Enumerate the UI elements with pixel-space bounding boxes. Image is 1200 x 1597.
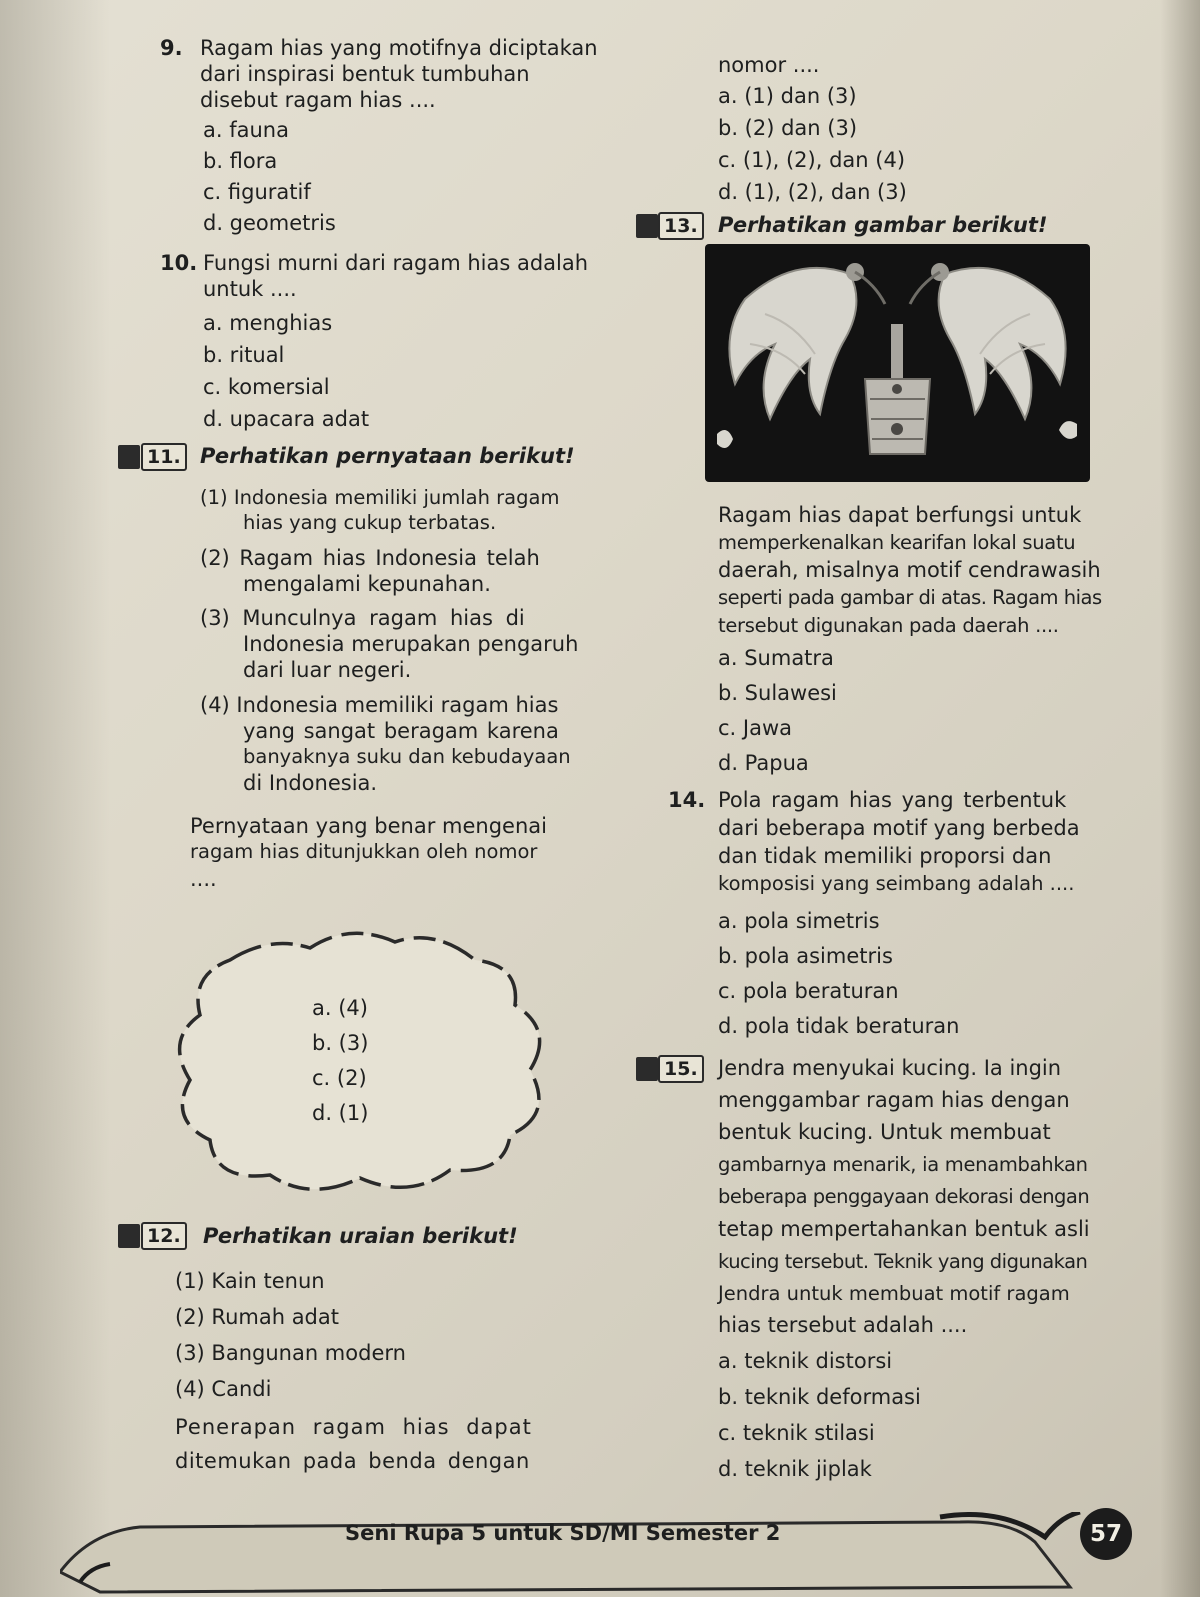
q12-item: (1) Kain tenun xyxy=(175,1269,325,1293)
q13-stem-line: tersebut digunakan pada daerah .... xyxy=(718,614,1059,637)
q15-stem-line: gambarnya menarik, ia menambahkan xyxy=(718,1153,1088,1176)
q13-option: b. Sulawesi xyxy=(718,681,837,705)
q11-statement: banyaknya suku dan kebudayaan xyxy=(243,745,571,768)
q13-heading: Perhatikan gambar berikut! xyxy=(718,213,1048,237)
q14-option: b. pola asimetris xyxy=(718,944,893,968)
q14-stem-line: dari beberapa motif yang berbeda xyxy=(718,816,1080,840)
q14-number: 14. xyxy=(668,788,706,812)
q13-stem-line: daerah, misalnya motif cendrawasih xyxy=(718,558,1101,582)
q9-option: b. flora xyxy=(203,149,278,173)
q14-option: a. pola simetris xyxy=(718,909,880,933)
q11-statement: Indonesia merupakan pengaruh xyxy=(243,632,579,656)
q11-question-line: Pernyataan yang benar mengenai xyxy=(190,814,547,838)
q15-stem-line: menggambar ragam hias dengan xyxy=(718,1088,1070,1112)
q10-number: 10. xyxy=(160,251,198,275)
cendrawasih-ornament-photo xyxy=(705,244,1090,482)
q15-stem-line: tetap mempertahankan bentuk asli xyxy=(718,1217,1090,1241)
q12-number-box: 12. xyxy=(141,1222,187,1250)
q15-option: d. teknik jiplak xyxy=(718,1457,872,1481)
page-shadow-left xyxy=(0,0,110,1597)
q13-option: a. Sumatra xyxy=(718,646,834,670)
q13-option: c. Jawa xyxy=(718,716,793,740)
q10-option: a. menghias xyxy=(203,311,333,335)
q13-stem-line: seperti pada gambar di atas. Ragam hias xyxy=(718,586,1102,609)
q9-option: d. geometris xyxy=(203,211,336,235)
q14-option: c. pola beraturan xyxy=(718,979,899,1003)
footer-book-title: Seni Rupa 5 untuk SD/MI Semester 2 xyxy=(345,1521,781,1545)
page-number: 57 xyxy=(1080,1508,1132,1560)
soal-hots-icon xyxy=(118,445,140,469)
q10-stem-line: untuk .... xyxy=(203,277,297,301)
q15-stem-line: bentuk kucing. Untuk membuat xyxy=(718,1120,1051,1144)
q11-option-right: d. (1), (2), dan (3) xyxy=(718,180,907,204)
q11-option-right: c. (1), (2), dan (4) xyxy=(718,148,906,172)
q11-option: a. (4) xyxy=(312,996,368,1020)
soal-hots-icon xyxy=(636,1057,658,1081)
q15-stem-line: kucing tersebut. Teknik yang digunakan xyxy=(718,1250,1088,1273)
q13-option: d. Papua xyxy=(718,751,809,775)
q12-stem-line: Penerapan ragam hias dapat xyxy=(175,1415,532,1439)
q9-option: c. figuratif xyxy=(203,180,311,204)
q12-heading: Perhatikan uraian berikut! xyxy=(203,1224,518,1248)
q12-item: (3) Bangunan modern xyxy=(175,1341,406,1365)
q11-option-right: b. (2) dan (3) xyxy=(718,116,858,140)
soal-hots-icon xyxy=(118,1224,140,1248)
q15-option: b. teknik deformasi xyxy=(718,1385,921,1409)
q11-statement: (3) Munculnya ragam hias di xyxy=(200,606,525,630)
q11-option: d. (1) xyxy=(312,1101,369,1125)
q10-option: c. komersial xyxy=(203,375,330,399)
q11-statement: hias yang cukup terbatas. xyxy=(243,511,497,534)
q11-option-right: a. (1) dan (3) xyxy=(718,84,857,108)
q13-stem-line: memperkenalkan kearifan lokal suatu xyxy=(718,531,1076,554)
q10-stem-line: Fungsi murni dari ragam hias adalah xyxy=(203,251,589,275)
q15-stem-line: Jendra untuk membuat motif ragam xyxy=(718,1282,1070,1305)
q14-stem-line: Pola ragam hias yang terbentuk xyxy=(718,788,1067,812)
q11-statement: (4) Indonesia memiliki ragam hias xyxy=(200,693,559,717)
soal-hots-icon xyxy=(636,214,658,238)
q9-number: 9. xyxy=(160,36,183,60)
q12-stem-line: ditemukan pada benda dengan xyxy=(175,1449,530,1473)
q11-statement: mengalami kepunahan. xyxy=(243,572,491,596)
q11-statement: yang sangat beragam karena xyxy=(243,719,559,743)
q11-continuation: nomor .... xyxy=(718,53,820,77)
q9-stem-line: disebut ragam hias .... xyxy=(200,88,436,112)
q11-statement: di Indonesia. xyxy=(243,771,378,795)
q13-number-box: 13. xyxy=(658,212,704,240)
q12-item: (4) Candi xyxy=(175,1377,272,1401)
q11-question-line: .... xyxy=(190,867,217,891)
q11-heading: Perhatikan pernyataan berikut! xyxy=(200,444,575,468)
q9-option: a. fauna xyxy=(203,118,289,142)
q11-statement: (1) Indonesia memiliki jumlah ragam xyxy=(200,486,560,509)
q15-option: c. teknik stilasi xyxy=(718,1421,875,1445)
q15-stem-line: hias tersebut adalah .... xyxy=(718,1313,968,1337)
q11-option: b. (3) xyxy=(312,1031,369,1055)
q10-option: d. upacara adat xyxy=(203,407,370,431)
q14-stem-line: komposisi yang seimbang adalah .... xyxy=(718,872,1075,895)
bird-of-paradise-motif-icon xyxy=(705,244,1090,482)
q15-stem-line: Jendra menyukai kucing. Ia ingin xyxy=(718,1056,1062,1080)
q10-option: b. ritual xyxy=(203,343,285,367)
q9-stem-line: dari inspirasi bentuk tumbuhan xyxy=(200,62,530,86)
q11-number-box: 11. xyxy=(141,443,187,471)
q12-item: (2) Rumah adat xyxy=(175,1305,339,1329)
q15-number-box: 15. xyxy=(658,1055,704,1083)
q11-option: c. (2) xyxy=(312,1066,367,1090)
q15-option: a. teknik distorsi xyxy=(718,1349,893,1373)
q14-option: d. pola tidak beraturan xyxy=(718,1014,960,1038)
q14-stem-line: dan tidak memiliki proporsi dan xyxy=(718,844,1052,868)
q9-stem-line: Ragam hias yang motifnya diciptakan xyxy=(200,36,598,60)
q15-stem-line: beberapa penggayaan dekorasi dengan xyxy=(718,1185,1090,1208)
q11-statement: (2) Ragam hias Indonesia telah xyxy=(200,546,540,570)
q13-stem-line: Ragam hias dapat berfungsi untuk xyxy=(718,503,1082,527)
q11-question-line: ragam hias ditunjukkan oleh nomor xyxy=(190,840,538,863)
q11-statement: dari luar negeri. xyxy=(243,658,412,682)
page-shadow-right xyxy=(1160,0,1200,1597)
